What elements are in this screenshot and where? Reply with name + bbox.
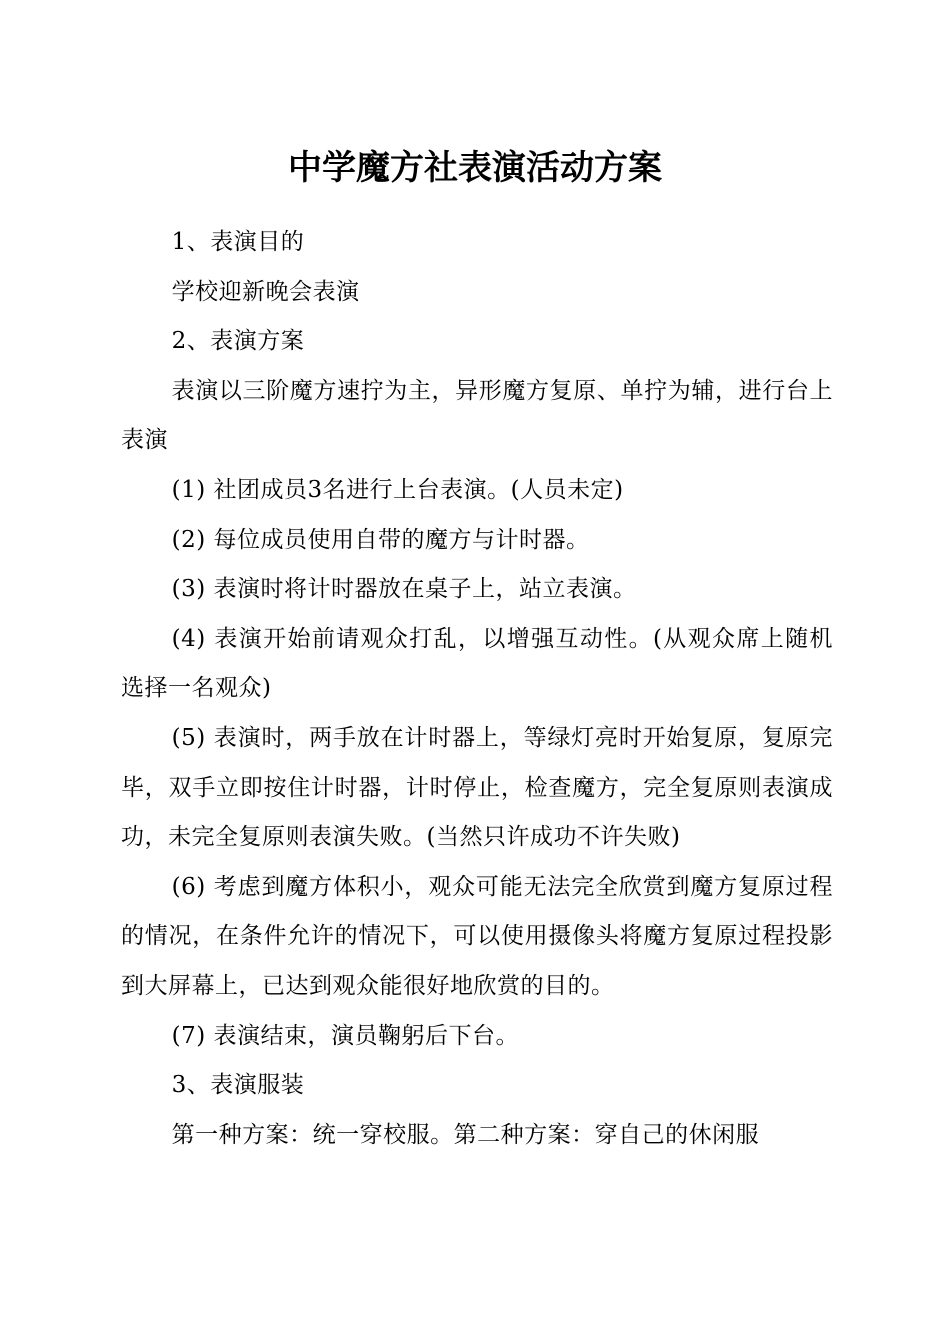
paragraph: 表演以三阶魔方速拧为主，异形魔方复原、单拧为辅，进行台上表演	[121, 377, 833, 454]
list-item: (3) 表演时将计时器放在桌子上，站立表演。	[171, 576, 637, 603]
paragraph: 学校迎新晚会表演	[171, 278, 360, 305]
document-body	[121, 218, 833, 1160]
paragraph: 第一种方案：统一穿校服。第二种方案：穿自己的休闲服	[171, 1121, 760, 1148]
list-item: (6) 考虑到魔方体积小，观众可能无法完全欣赏到魔方复原过程的情况，在条件允许的情况下，可以使用摄像头将魔方复原过程投影到大屏幕上，已达到观众能很好地欣赏的目的。	[121, 873, 833, 999]
section-heading-plan: 2、表演方案	[171, 328, 305, 355]
list-item: (2) 每位成员使用自带的魔方与计时器。	[171, 526, 590, 553]
page-title: 中学魔方社表演活动方案	[288, 148, 662, 188]
list-item: (7) 表演结束，演员鞠躬后下台。	[171, 1022, 519, 1049]
section-heading-purpose: 1、表演目的	[171, 229, 305, 255]
section-heading-costume: 3、表演服装	[171, 1072, 305, 1099]
list-item: (1) 社团成员3名进行上台表演。(人员未定)	[171, 476, 624, 503]
list-item: (5) 表演时，两手放在计时器上，等绿灯亮时开始复原，复原完毕，双手立即按住计时器，计时停止，检查魔方，完全复原则表演成功，未完全复原则表演失败。(当然只许成功不许失败)	[121, 724, 833, 851]
list-item: (4) 表演开始前请观众打乱，以增强互动性。(从观众席上随机选择一名观众)	[121, 625, 833, 702]
